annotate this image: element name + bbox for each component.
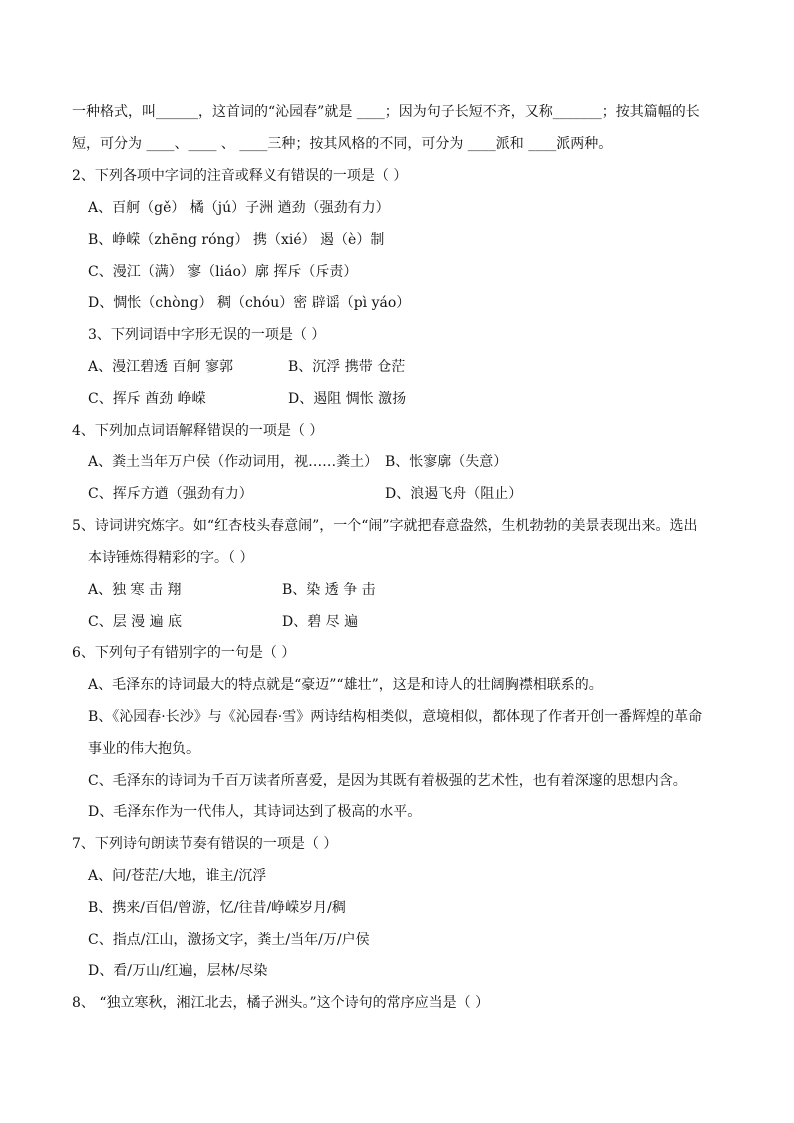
question-3-option-d: D、遏阻 惆怅 激扬 <box>288 391 407 407</box>
intro-line-1: 一种格式，叫______，这首词的“沁园春”就是 ____；因为句子长短不齐，又称_______；按其篇幅的长 <box>72 104 700 120</box>
question-6: 6、下列句子有错别字的一句是（ ） <box>72 645 296 661</box>
question-7-option-d: D、看/万山/红遍，层林/尽染 <box>88 963 268 979</box>
question-4-option-d: D、浪遏飞舟（阻止） <box>385 486 523 502</box>
question-6-option-d: D、毛泽东作为一代伟人，其诗词达到了极高的水平。 <box>88 804 422 820</box>
question-5-continued: 本诗锤炼得精彩的字。（ ） <box>88 550 254 566</box>
question-3-option-a: A、漫江碧透 百舸 寥郭 <box>88 359 234 375</box>
question-2-option-d: D、惆怅（chòng） 稠（chóu）密 辟谣（pì yáo） <box>88 295 411 311</box>
question-5-option-d: D、碧 尽 遍 <box>282 614 359 630</box>
question-5: 5、诗词讲究炼字。如“红杏枝头春意闹”，一个“闹”字就把春意盎然，生机勃勃的美景表现出来。选出 <box>72 518 698 534</box>
question-3-option-b: B、沉浮 携带 仓茫 <box>288 359 406 375</box>
question-6-option-a: A、毛泽东的诗词最大的特点就是“豪迈”“雄壮”，这是和诗人的壮阔胸襟相联系的。 <box>88 677 603 693</box>
question-3: 3、下列词语中字形无误的一项是（ ） <box>88 327 326 343</box>
question-4-option-c: C、挥斥方遒（强劲有力） <box>88 486 253 502</box>
intro-line-2: 短，可分为 ____、____ 、 ____三种；按其风格的不同，可分为 ____派和 ____派两种。 <box>72 136 613 152</box>
question-5-option-a: A、独 寒 击 翔 <box>88 582 182 598</box>
question-5-option-c: C、层 漫 遍 底 <box>88 614 183 630</box>
question-7-option-c: C、指点/江山，激扬文字，粪土/当年/万/户侯 <box>88 932 370 948</box>
question-2-option-c: C、漫江（满） 寥（liáo）廓 挥斥（斥责） <box>88 264 358 280</box>
question-4-option-b: B、怅寥廓（失意） <box>385 454 508 470</box>
question-8: 8、 “独立寒秋，湘江北去，橘子洲头。”这个诗句的常序应当是（ ） <box>72 995 490 1011</box>
question-3-option-c: C、挥斥 酋劲 峥嵘 <box>88 391 206 407</box>
question-2: 2、下列各项中字词的注音或释义有错误的一项是（ ） <box>72 168 408 184</box>
question-6-option-b-line-1: B、《沁园春·长沙》与《沁园春·雪》两诗结构相类似，意境相似，都体现了作者开创一番辉煌的革命 <box>88 709 703 725</box>
question-7: 7、下列诗句朗读节奏有错误的一项是（ ） <box>72 836 338 852</box>
question-7-option-a: A、问/苍茫/大地，谁主/沉浮 <box>88 868 267 884</box>
question-4: 4、下列加点词语解释错误的一项是（ ） <box>72 423 324 439</box>
question-5-option-b: B、染 透 争 击 <box>282 582 376 598</box>
question-7-option-b: B、携来/百侣/曾游，忆/往昔/峥嵘岁月/稠 <box>88 900 346 916</box>
question-4-option-a: A、粪土当年万户侯（作动词用，视……粪土） <box>88 454 379 470</box>
question-6-option-b-line-2: 事业的伟大抱负。 <box>88 741 200 757</box>
question-2-option-b: B、峥嵘（zhēng róng） 携（xié） 遏（è）制 <box>88 232 385 248</box>
question-6-option-c: C、毛泽东的诗词为千百万读者所喜爱，是因为其既有着极强的艺术性，也有着深邃的思想内含。 <box>88 773 687 789</box>
question-2-option-a: A、百舸（gě） 橘（jú）子洲 遒劲（强劲有力） <box>88 200 390 216</box>
